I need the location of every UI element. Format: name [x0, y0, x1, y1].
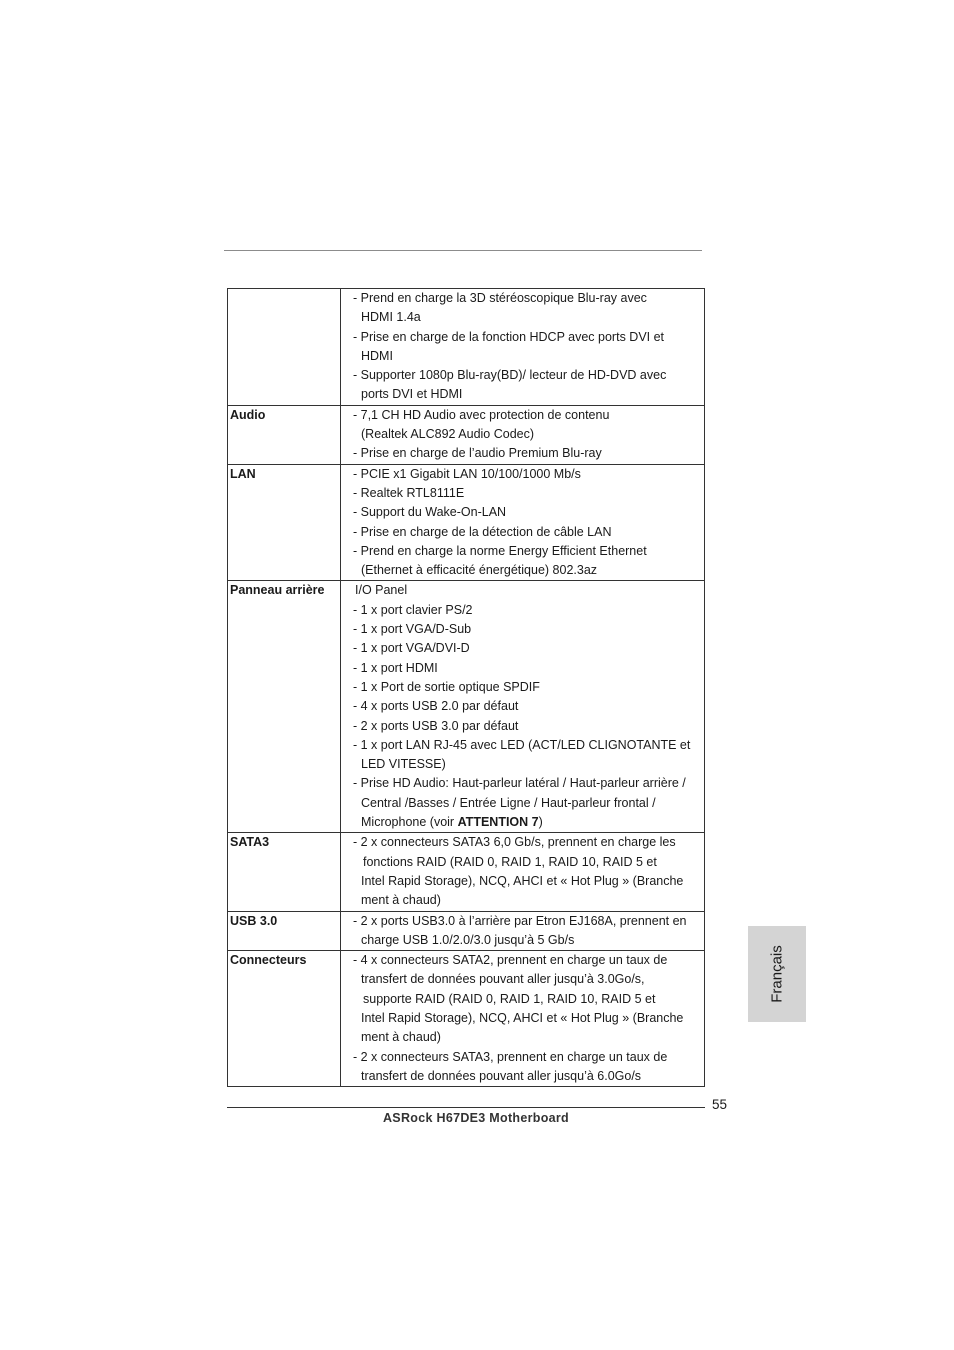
spec-label: LAN: [228, 464, 341, 581]
spec-label: Panneau arrière: [228, 581, 341, 833]
spec-line: LED VITESSE): [361, 757, 446, 772]
spec-label: [228, 289, 341, 406]
spec-label: Connecteurs: [228, 951, 341, 1087]
spec-table: [227, 288, 705, 1087]
top-divider: [224, 250, 702, 251]
spec-line-emphasis: ATTENTION 7: [457, 815, 539, 830]
spec-line: - 1 x Port de sortie optique SPDIF: [353, 679, 540, 694]
spec-value: [341, 911, 705, 951]
language-tab-label: Français: [768, 945, 786, 1003]
spec-line: I/O Panel: [355, 583, 408, 598]
spec-table-body: [228, 289, 705, 1087]
spec-value: [341, 581, 705, 833]
spec-line: - Support du Wake-On-LAN: [353, 505, 507, 520]
spec-line: ment à chaud): [361, 1030, 441, 1045]
spec-value: [341, 951, 705, 1087]
spec-row: [228, 289, 705, 406]
spec-line: - Prise en charge de l’audio Premium Blu-ray: [353, 446, 602, 461]
spec-line: - 7,1 CH HD Audio avec protection de contenu: [353, 407, 610, 422]
spec-line: Intel Rapid Storage), NCQ, AHCI et « Hot Plug » (Branche: [361, 1010, 684, 1025]
spec-line: - Prise en charge de la fonction HDCP avec ports DVI et: [353, 329, 665, 344]
spec-label: SATA3: [228, 833, 341, 911]
spec-line: - 2 x connecteurs SATA3 6,0 Gb/s, prennent en charge les: [353, 835, 676, 850]
spec-line: (Ethernet à efficacité énergétique) 802.3az: [361, 563, 598, 578]
spec-value: [341, 405, 705, 464]
spec-line: - Prise en charge de la détection de câble LAN: [353, 524, 612, 539]
spec-line: HDMI: [361, 348, 393, 363]
spec-line: supporte RAID (RAID 0, RAID 1, RAID 10, RAID 5 et: [363, 991, 656, 1006]
spec-line: - 2 x ports USB 3.0 par défaut: [353, 718, 519, 733]
spec-value: [341, 289, 705, 406]
spec-row: [228, 911, 705, 951]
spec-value: [341, 464, 705, 581]
spec-value: [341, 833, 705, 911]
spec-line: fonctions RAID (RAID 0, RAID 1, RAID 10, RAID 5 et: [363, 854, 657, 869]
spec-row: [228, 464, 705, 581]
spec-line: - 2 x connecteurs SATA3, prennent en charge un taux de: [353, 1049, 668, 1064]
spec-line: Intel Rapid Storage), NCQ, AHCI et « Hot Plug » (Branche: [361, 873, 684, 888]
spec-line: - 1 x port LAN RJ-45 avec LED (ACT/LED CLIGNOTANTE et: [353, 737, 691, 752]
spec-line: - PCIE x1 Gigabit LAN 10/100/1000 Mb/s: [353, 466, 581, 481]
spec-line: - Realtek RTL8111E: [353, 485, 465, 500]
spec-line: Central /Basses / Entrée Ligne / Haut-parleur frontal /: [361, 795, 656, 810]
language-tab: [748, 926, 806, 1022]
spec-label: Audio: [228, 405, 341, 464]
spec-line: transfert de données pouvant aller jusqu’à 6.0Go/s: [361, 1068, 642, 1083]
spec-line: - 1 x port VGA/DVI-D: [353, 641, 470, 656]
spec-line: (Realtek ALC892 Audio Codec): [361, 427, 535, 442]
spec-line: - 4 x ports USB 2.0 par défaut: [353, 699, 519, 714]
spec-line: ports DVI et HDMI: [361, 387, 463, 402]
spec-line: ment à chaud): [361, 893, 441, 908]
spec-row: [228, 581, 705, 833]
spec-line: [353, 813, 702, 832]
spec-line: - 2 x ports USB3.0 à l’arrière par Etron EJ168A, prennent en: [353, 913, 687, 928]
page-number: 55: [712, 1097, 728, 1112]
spec-line: - 1 x port clavier PS/2: [353, 602, 473, 617]
spec-line: HDMI 1.4a: [361, 310, 421, 325]
spec-row: [228, 405, 705, 464]
spec-line: - Supporter 1080p Blu-ray(BD)/ lecteur de HD-DVD avec: [353, 368, 667, 383]
spec-row: [228, 833, 705, 911]
spec-line-text-after: ): [538, 815, 543, 830]
spec-label: USB 3.0: [228, 911, 341, 951]
spec-line: - 1 x port HDMI: [353, 660, 438, 675]
spec-line: - 4 x connecteurs SATA2, prennent en charge un taux de: [353, 953, 668, 968]
spec-line: - Prise HD Audio: Haut-parleur latéral / Haut-parleur arrière /: [353, 776, 686, 791]
spec-line: charge USB 1.0/2.0/3.0 jusqu’à 5 Gb/s: [361, 932, 575, 947]
footer-title: ASRock H67DE3 Motherboard: [382, 1111, 569, 1125]
spec-line: - Prend en charge la 3D stéréoscopique Blu-ray avec: [353, 291, 647, 305]
spec-row: [228, 951, 705, 1087]
spec-line: - Prend en charge la norme Energy Efficient Ethernet: [353, 543, 647, 558]
bottom-divider: [227, 1107, 705, 1108]
spec-line-text: Microphone (voir: [361, 815, 458, 830]
spec-line: transfert de données pouvant aller jusqu’à 3.0Go/s,: [361, 972, 645, 987]
spec-line: - 1 x port VGA/D-Sub: [353, 622, 472, 637]
